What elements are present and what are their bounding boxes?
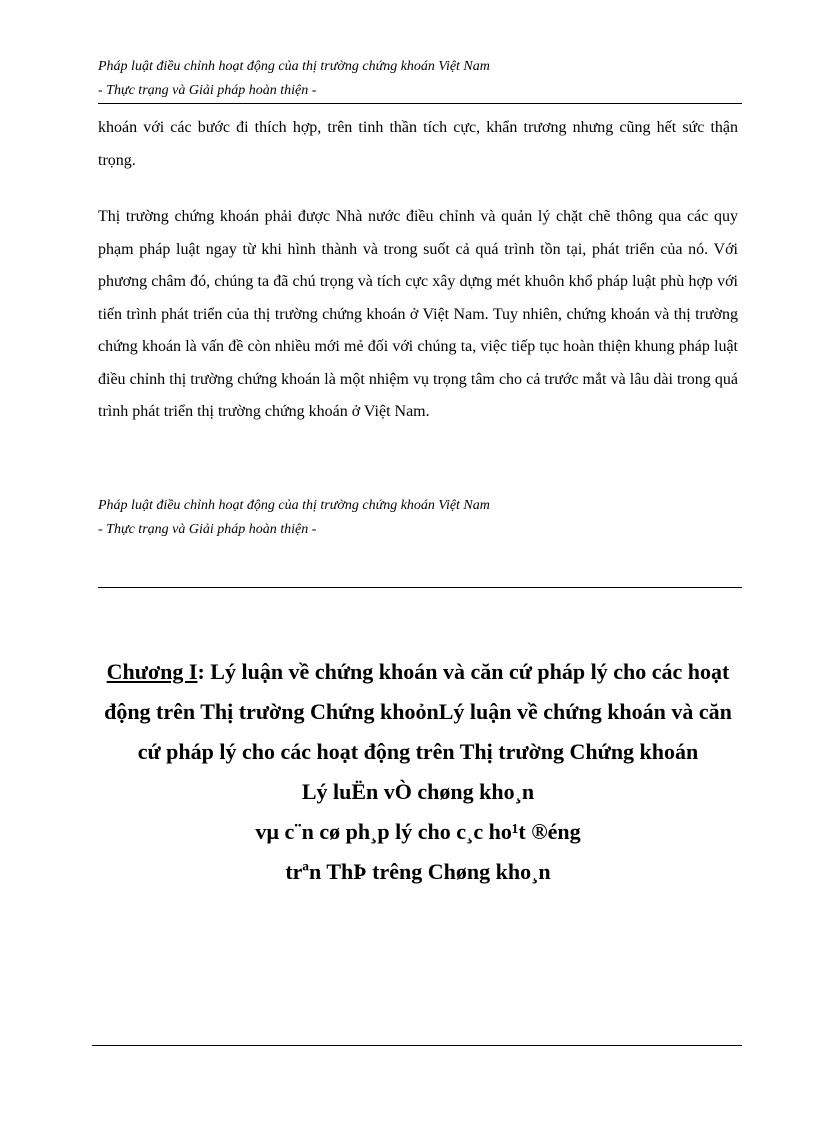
footer-divider	[92, 1045, 742, 1046]
chapter-title-garbled-line-3: trªn ThÞ trêng Chøng kho¸n	[285, 859, 551, 884]
chapter-title-garbled-line-2: vµ c¨n cø ph¸p lý cho c¸c ho¹t ®éng	[255, 819, 581, 844]
running-header-subtitle: - Thực trạng và Giải pháp hoàn thiện -	[98, 83, 317, 98]
chapter-title-garbled-line-1: Lý luËn vÒ chøng kho¸n	[301, 779, 535, 804]
running-header	[98, 55, 742, 103]
chapter-title	[98, 652, 738, 772]
running-header-subtitle-repeat: - Thực trạng và Giải pháp hoàn thiện -	[98, 522, 317, 537]
running-header-title-repeat: Pháp luật điều chỉnh hoạt động của thị trường chứng khoán Việt Nam	[98, 498, 490, 513]
body-paragraph-continued: khoán với các bước đi thích hợp, trên tinh thần tích cực, khẩn trương nhưng cũng hết sức thận trọng.	[98, 119, 738, 169]
running-header-repeat	[98, 494, 742, 542]
chapter-title-text: : Lý luận về chứng khoán và căn cứ pháp lý cho các hoạt động trên Thị trường Chứng khoỏnLý luận về chứng khoán và căn cứ pháp lý cho các hoạt động trên Thị trường Chứng khoán	[104, 659, 732, 764]
header-divider	[98, 103, 742, 104]
chapter-label: Chương I	[106, 659, 198, 684]
running-header-title: Pháp luật điều chỉnh hoạt động của thị trường chứng khoán Việt Nam	[98, 59, 490, 74]
header-divider-repeat	[98, 587, 742, 588]
chapter-heading	[98, 652, 738, 892]
body-paragraph: Thị trường chứng khoán phải được Nhà nước điều chỉnh và quản lý chặt chẽ thông qua các quy phạm pháp luật ngay từ khi hình thành và trong suốt cả quá trình tồn tại, phát triển của nó. Với phương châm đó, chúng ta đã chú trọng và tích cực xây dựng mét khuôn khổ pháp luật phù hợp với tiến trình phát triển của thị trường chứng khoán ở Việt Nam. Tuy nhiên, chứng khoán và thị trường chứng khoán là vấn đề còn nhiều mới mẻ đối với chúng ta, việc tiếp tục hoàn thiện khung pháp luật điều chỉnh thị trường chứng khoán là một nhiệm vụ trọng tâm cho cả trước mắt và lâu dài trong quá trình phát triển thị trường chứng khoán ở Việt Nam.	[98, 208, 738, 420]
